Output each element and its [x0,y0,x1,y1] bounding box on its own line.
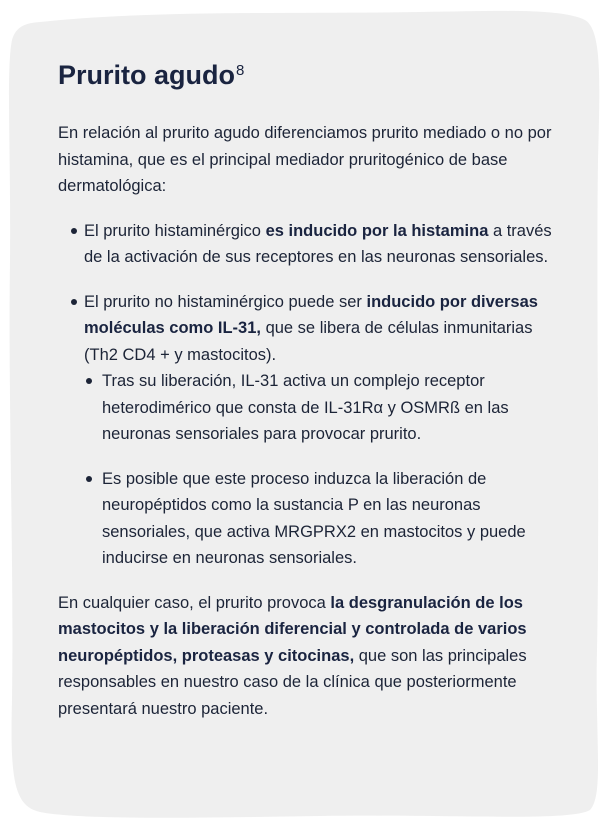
text-segment: El prurito histaminérgico [84,221,266,240]
page-title [58,58,558,92]
title-reference: 8 [236,62,245,79]
text-segment: El prurito no histaminérgico puede ser [84,292,367,311]
title-text: Prurito agudo [58,60,235,90]
intro-paragraph: En relación al prurito agudo diferenciamos prurito mediado o no por histamina, que es el principal mediador pruritogénico de base dermatológica: [58,124,552,195]
list-item-histaminergic [58,218,558,271]
text-segment: En cualquier caso, el prurito provoca [58,593,331,612]
closing-paragraph [58,590,558,723]
bullet-list [58,218,558,572]
card-content [58,58,558,722]
sub-bullet-list [84,368,558,572]
text-segment: que se libera de células inmunitarias (Th2 CD4 + y mastocitos). [84,319,533,364]
text-segment: a través de la activación de sus receptores en las neuronas sensoriales. [84,221,552,266]
bold-segment: la desgranulación de los mastocitos y la liberación diferencial y controlada de varios neuropéptidos, proteasas y citocinas, [58,593,527,665]
bold-segment: es inducido por la histamina [265,221,489,240]
text-segment: que son las principales responsables en nuestro caso de la clínica que posteriormente presentará nuestro paciente. [58,646,527,718]
sub-list-item: Tras su liberación, IL-31 activa un complejo receptor heterodimérico que consta de IL-31Rα y OSMRß en las neuronas sensoriales para provocar prurito. [84,368,558,448]
bold-segment: inducido por diversas moléculas como IL-31, [84,292,538,337]
sub-list-item: Es posible que este proceso induzca la liberación de neuropéptidos como la sustancia P en las neuronas sensoriales, que activa MRGPRX2 en mastocitos y puede inducirse en neuronas sensoriales. [84,466,558,572]
list-item-non-histaminergic [58,289,558,572]
